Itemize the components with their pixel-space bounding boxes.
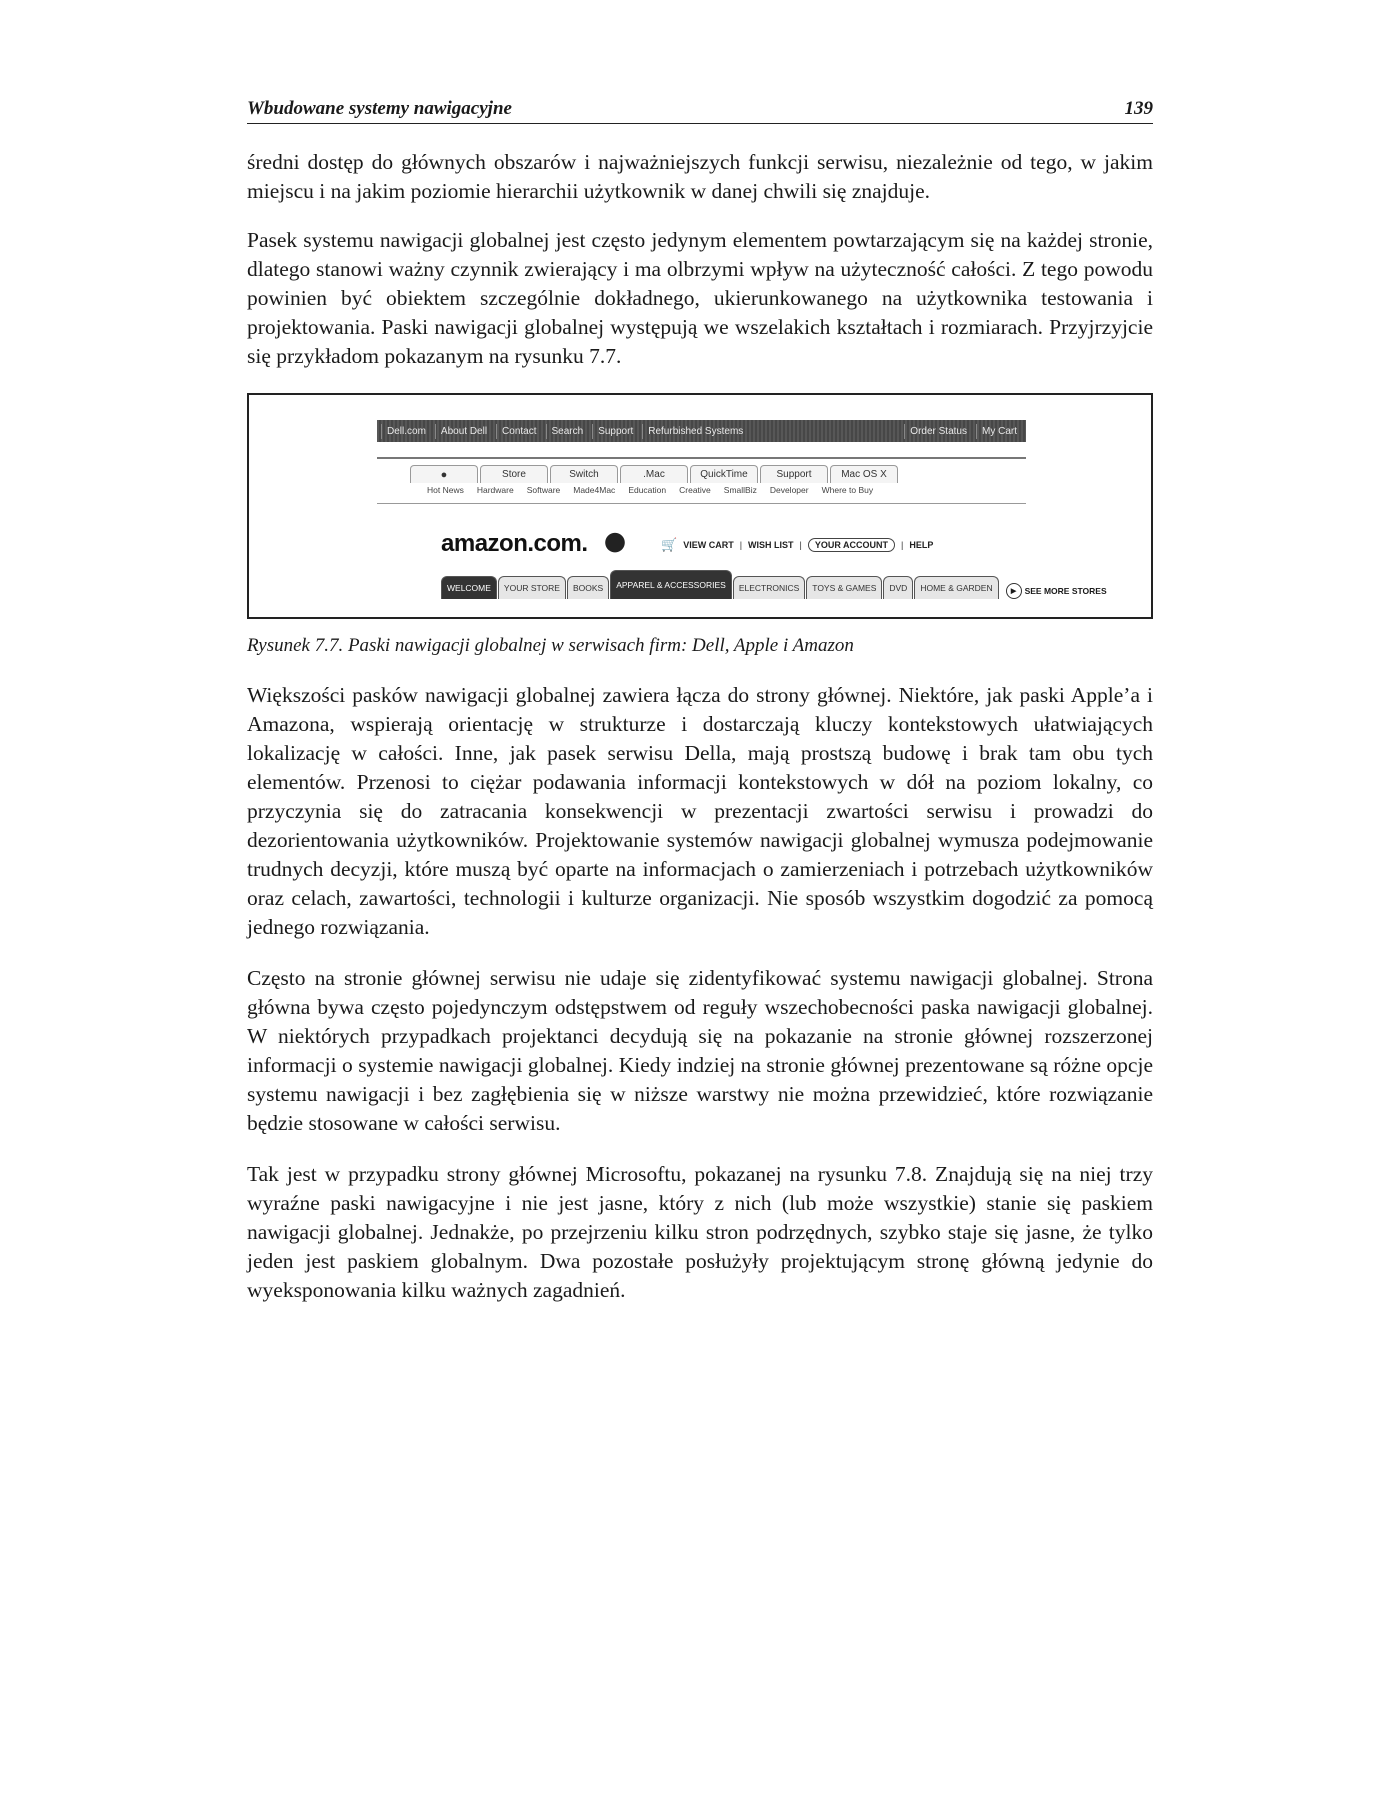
apple-logo-icon: ● [410, 465, 478, 483]
apple-tab: .Mac [620, 465, 688, 483]
dell-nav-item: Dell.com [381, 424, 431, 439]
dell-nav-item: Contact [496, 424, 541, 439]
amazon-logo: amazon.com. [441, 530, 588, 557]
amazon-tab: APPAREL & ACCESSORIES [610, 570, 732, 599]
amazon-mascot-icon [597, 527, 633, 553]
apple-nav-bar [377, 457, 1026, 504]
page-number: 139 [1124, 98, 1153, 119]
apple-subnav-item: Where to Buy [821, 485, 874, 495]
apple-tab: Store [480, 465, 548, 483]
dell-nav-item: Order Status [904, 424, 972, 439]
dell-nav-bar [377, 420, 1026, 442]
figure-7-7 [247, 393, 1153, 619]
paragraph-5: Tak jest w przypadku strony głównej Microsoftu, pokazanej na rysunku 7.8. Znajdują się na niej trzy wyraźne paski nawigacyjne i nie jest jasne, który z nich (lub może wszystkie) stanie się paskiem nawigacji globalnej. Jednakże, po przejrzeniu kilku stron podrzędnych, szybko staje się jasne, że tylko jeden jest paskiem globalnym. Dwa pozostałe posłużyły projektującym stronę główną jedynie do wyeksponowania kilku ważnych zagadnień. [247, 1162, 1153, 1302]
dell-nav-item: My Cart [976, 424, 1022, 439]
separator: | [799, 540, 802, 550]
dell-nav-item: Refurbished Systems [642, 424, 748, 439]
play-icon: ▶ [1006, 583, 1022, 599]
dell-nav-item: About Dell [435, 424, 492, 439]
apple-tab: Mac OS X [830, 465, 898, 483]
apple-subnav [427, 485, 1026, 495]
apple-tab: Switch [550, 465, 618, 483]
amazon-tab: HOME & GARDEN [914, 576, 998, 599]
apple-subnav-item: Software [526, 485, 561, 495]
paragraph-2: Pasek systemu nawigacji globalnej jest często jedynym elementem powtarzającym się na każdej stronie, dlatego stanowi ważny czynnik zwierający i ma olbrzymi wpływ na użyteczność całości. Z tego powodu powinien być obiektem szczególnie dokładnego, ukierunkowanego na użytkownika testowania i projektowania. Paski nawigacji globalnej występują we wszelakich kształtach i rozmiarach. Przyjrzyjcie się przykładom pokazanym na rysunku 7.7. [247, 228, 1153, 368]
apple-subnav-item: Hardware [476, 485, 514, 495]
paragraph-3: Większości pasków nawigacji globalnej zawiera łącza do strony głównej. Niektóre, jak paski Apple’a i Amazona, wspierają orientację w strukturze i dostarczają kluczy kontekstowych ułatwiających lokalizację w całości. Inne, jak pasek serwisu Della, mają prostszą budowę i brak tam obu tych elementów. Przenosi to ciężar podawania informacji kontekstowych w dół na poziom lokalny, co przyczynia się do zatracania konsekwencji w prezentacji zwartości serwisu i prowadzi do dezorientowania użytkowników. Projektowanie systemów nawigacji globalnej wymusza podejmowanie trudnych decyzji, które muszą być oparte na informacjach o zamierzeniach i potrzebach użytkowników oraz celach, zawartości, technologii i kulturze organizacji. Nie sposób wszystkim dogodzić za pomocą jednego rozwiązania. [247, 683, 1153, 939]
cart-icon: 🛒 [661, 537, 678, 552]
page [247, 98, 1153, 1305]
see-more-label: SEE MORE STORES [1024, 586, 1107, 596]
chapter-title: Wbudowane systemy nawigacyjne [247, 98, 512, 119]
running-header [247, 98, 1153, 124]
paragraph-1: średni dostęp do głównych obszarów i najważniejszych funkcji serwisu, niezależnie od tego, w jakim miejscu i na jakim poziomie hierarchii użytkownik w danej chwili się znajduje. [247, 150, 1153, 203]
amazon-header-links [661, 537, 933, 553]
amazon-link: WISH LIST [748, 540, 794, 550]
see-more-stores [1006, 583, 1107, 599]
amazon-tab: ELECTRONICS [733, 576, 805, 599]
apple-subnav-item: Developer [769, 485, 809, 495]
apple-subnav-item: Made4Mac [573, 485, 616, 495]
figure-caption: Rysunek 7.7. Paski nawigacji globalnej w serwisach firm: Dell, Apple i Amazon [247, 635, 854, 656]
apple-subnav-item: Creative [679, 485, 711, 495]
apple-subnav-item: Education [628, 485, 667, 495]
dell-nav-item: Search [546, 424, 589, 439]
amazon-tab-bar [441, 570, 1107, 599]
apple-subnav-item: SmallBiz [723, 485, 757, 495]
amazon-link: VIEW CART [683, 540, 734, 550]
amazon-tab: WELCOME [441, 576, 497, 599]
apple-tab: Support [760, 465, 828, 483]
amazon-tab: YOUR STORE [498, 576, 566, 599]
amazon-link: YOUR ACCOUNT [808, 538, 895, 552]
apple-subnav-item: Hot News [427, 485, 464, 495]
separator: | [901, 540, 904, 550]
amazon-link: HELP [909, 540, 934, 550]
paragraph-4: Często na stronie głównej serwisu nie udaje się zidentyfikować systemu nawigacji globalnej. Strona główna bywa często pojedynczym odstępstwem od reguły wszechobecności paska nawigacji globalnej. W niektórych przypadkach projektanci decydują się na pokazanie na stronie głównej rozszerzonej informacji o systemie nawigacji globalnej. Kiedy indziej na stronie głównej prezentowane są różne opcje systemu nawigacji i bez zagłębienia się w niższe warstwy nie można przewidzieć, które rozwiązanie będzie stosowane w całości serwisu. [247, 966, 1153, 1135]
amazon-tab: TOYS & GAMES [806, 576, 882, 599]
amazon-tab: BOOKS [567, 576, 609, 599]
separator: | [739, 540, 743, 550]
amazon-tab: DVD [883, 576, 913, 599]
dell-nav-item: Support [592, 424, 638, 439]
apple-tab: QuickTime [690, 465, 758, 483]
